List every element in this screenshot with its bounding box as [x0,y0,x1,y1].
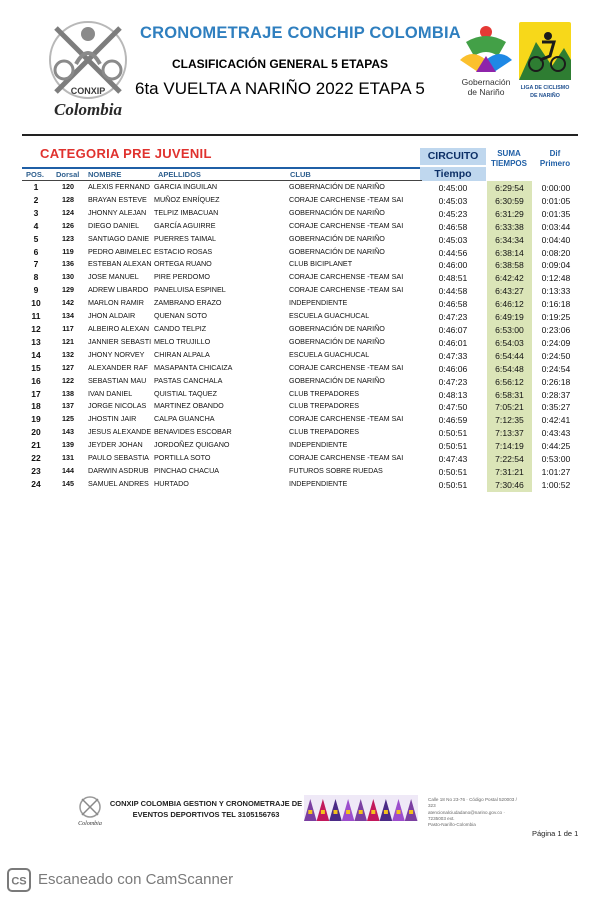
cell-suma-tiempos: 7:30:46 [487,478,532,492]
cell-dorsal: 127 [62,362,74,372]
cell-nombre: JANNIER SEBASTI [88,336,152,346]
conxip-logo-acronym: CONXIP [70,86,106,96]
results-table [0,181,609,491]
table-row [0,413,609,426]
cell-pos: 2 [33,194,39,205]
band-diamond [371,810,375,814]
cell-dif-primero: 0:44:25 [541,441,571,452]
cell-pos: 15 [31,362,41,373]
cell-tiempo: 0:44:58 [438,286,468,297]
cell-dorsal: 132 [62,349,74,359]
footer-address [428,797,520,828]
cell-pos: 1 [33,182,39,192]
table-row [0,310,609,323]
cell-suma-tiempos: 7:31:21 [487,465,532,479]
cell-dif-primero: 1:01:27 [541,466,571,477]
footer-address-line-2: atencionalciudadano@narino.gov.co · 7235003 ext. [428,809,505,821]
cell-dif-primero: 0:23:06 [541,324,571,335]
cell-suma-tiempos: 7:13:37 [487,426,532,440]
cell-pos: 22 [31,453,41,464]
table-row [0,323,609,336]
cell-dorsal: 117 [62,323,74,333]
cell-dif-primero: 0:24:09 [541,337,571,348]
cell-nombre: DIEGO DANIEL [88,220,140,230]
page-title: CRONOMETRAJE CONCHIP COLOMBIA [140,24,461,42]
cell-nombre: DARWIN ASDRUB [88,465,149,475]
tiempo-header: Tiempo [420,167,486,181]
table-row [0,246,609,259]
table-row [0,207,609,220]
table-row [0,349,609,362]
cell-dif-primero: 0:13:33 [541,286,571,297]
cell-tiempo: 0:48:51 [438,273,468,284]
table-row [0,362,609,375]
cell-dorsal: 130 [62,272,74,282]
cell-nombre: PAULO SEBASTIA [88,453,149,463]
cell-tiempo: 0:47:23 [438,312,468,323]
liga-ciclismo-logo [514,20,576,100]
cell-dif-primero: 0:43:43 [541,428,571,439]
cell-tiempo: 0:46:59 [438,415,468,426]
cell-apellidos: JORDOÑEZ QUIGANO [154,440,230,450]
cell-suma-tiempos: 6:34:34 [487,233,532,247]
cell-dif-primero: 1:00:52 [541,479,571,490]
cell-apellidos: MUÑOZ ENRÍQUEZ [154,194,220,204]
table-row [0,465,609,478]
cell-tiempo: 0:47:23 [438,376,468,387]
dif-header-line2: Primero [539,159,571,168]
cell-suma-tiempos: 7:12:35 [487,413,532,427]
dif-primero-header [532,149,578,169]
cell-apellidos: PORTILLA SOTO [154,453,211,463]
cell-dif-primero: 0:24:50 [541,350,571,361]
cell-dif-primero: 0:19:25 [541,312,571,323]
cell-dif-primero: 0:42:41 [541,415,571,426]
cell-pos: 4 [33,220,39,231]
cell-dorsal: 137 [62,401,74,411]
cell-club: CLUB TREPADORES [289,427,360,437]
table-row [0,258,609,271]
footer-address-line-1: Calle 18 No 23-76 · Código Postal 520003 / 323 [428,797,517,809]
cell-suma-tiempos: 7:05:21 [487,400,532,414]
cell-suma-tiempos: 6:53:00 [487,323,532,337]
cell-tiempo: 0:45:03 [438,195,468,206]
cell-nombre: ALEXANDER RAF [88,362,148,372]
cell-suma-tiempos: 6:29:54 [487,181,532,195]
cell-apellidos: CANDO TELPIZ [154,323,207,333]
cell-suma-tiempos: 6:43:27 [487,284,532,298]
cell-nombre: SAMUEL ANDRES [88,478,149,488]
cell-pos: 24 [31,478,41,489]
cell-apellidos: HURTADO [154,478,189,488]
conxip-logo [30,14,142,122]
cell-apellidos: ORTEGA RUANO [154,259,212,269]
table-row [0,388,609,401]
cell-club: GOBERNACIÓN DE NARIÑO [289,182,385,191]
cell-tiempo: 0:46:07 [438,324,468,335]
cell-suma-tiempos: 6:30:59 [487,194,532,208]
cell-suma-tiempos: 6:33:38 [487,220,532,234]
cell-nombre: SEBASTIAN MAU [88,375,147,385]
cell-dorsal: 138 [62,388,74,398]
circuito-header: CIRCUITO [420,148,486,165]
cell-apellidos: MELO TRUJILLO [154,336,211,346]
cell-tiempo: 0:47:33 [438,350,468,361]
suma-header-line2: TIEMPOS [490,159,527,168]
cell-club: INDEPENDIENTE [289,478,348,488]
cell-tiempo: 0:46:58 [438,299,468,310]
cell-suma-tiempos: 7:22:54 [487,452,532,466]
cell-dif-primero: 0:16:18 [541,299,571,310]
cell-club: CORAJE CARCHENSE -TEAM SAI [289,220,404,230]
cell-club: CORAJE CARCHENSE -TEAM SAI [289,362,404,372]
cell-suma-tiempos: 6:31:29 [487,207,532,221]
cell-dorsal: 126 [62,220,74,230]
cell-nombre: ESTEBAN ALEXAN [88,259,152,269]
band-diamond [308,810,312,814]
cell-tiempo: 0:50:51 [438,441,468,452]
cell-tiempo: 0:45:23 [438,208,468,219]
cell-dif-primero: 0:12:48 [541,273,571,284]
cell-apellidos: GARCÍA AGUIRRE [154,220,216,230]
col-head-dorsal: Dorsal [56,170,80,179]
footer-line-2: EVENTOS DEPORTIVOS TEL 3105156763 [132,810,280,819]
liga-logo-line2: DE NARIÑO [530,93,560,99]
cell-dorsal: 120 [62,182,74,191]
cell-club: CORAJE CARCHENSE -TEAM SAI [289,453,404,463]
cell-nombre: JHONY NORVEY [88,349,145,359]
cell-tiempo: 0:50:51 [438,479,468,490]
cell-suma-tiempos: 6:54:03 [487,336,532,350]
cell-pos: 20 [31,427,41,438]
col-head-apellidos: APELLIDOS [158,170,201,179]
cell-club: CLUB TREPADORES [289,401,360,411]
cell-dif-primero: 0:35:27 [541,402,571,413]
cell-pos: 19 [31,414,41,425]
cell-suma-tiempos: 6:42:42 [487,271,532,285]
cell-club: GOBERNACIÓN DE NARIÑO [289,246,385,256]
cell-nombre: PEDRO ABIMELEC [88,246,152,256]
liga-logo-line1: LIGA DE CICLISMO [520,85,570,91]
band-diamond [409,810,413,814]
cell-suma-tiempos: 6:38:58 [487,258,532,272]
table-row [0,220,609,233]
cell-nombre: ALEXIS FERNAND [88,182,150,191]
cell-dorsal: 139 [62,440,74,450]
cell-suma-tiempos: 6:38:14 [487,246,532,260]
cell-pos: 14 [31,349,41,360]
cell-pos: 3 [33,207,39,218]
col-head-club: CLUB [290,170,311,179]
cell-suma-tiempos: 6:54:48 [487,362,532,376]
conxip-logo-script: Colombia [53,100,123,119]
cell-pos: 10 [31,298,41,309]
col-head-nombre: NOMBRE [88,170,122,179]
table-row [0,336,609,349]
cell-club: FUTUROS SOBRE RUEDAS [289,465,383,475]
cell-dorsal: 128 [62,194,74,204]
cell-nombre: MARLON RAMIR [88,298,144,308]
cell-tiempo: 0:45:00 [438,183,468,193]
cell-pos: 7 [33,259,39,270]
cell-club: GOBERNACIÓN DE NARIÑO [289,233,385,243]
cell-apellidos: CALPA GUANCHA [154,414,215,424]
footer-company-text [108,798,304,820]
suma-header-line1: SUMA [497,149,521,158]
cell-pos: 16 [31,375,41,386]
cell-apellidos: BENAVIDES ESCOBAR [154,427,232,437]
cell-dif-primero: 0:26:18 [541,376,571,387]
cell-club: CLUB TREPADORES [289,388,360,398]
table-row [0,400,609,413]
footer-logo-caption: Colombia [78,821,102,827]
cell-pos: 23 [31,465,41,476]
cell-tiempo: 0:50:51 [438,428,468,439]
camscanner-icon [7,868,31,892]
band-diamond [346,810,350,814]
table-row [0,452,609,465]
cell-club: GOBERNACIÓN DE NARIÑO [289,207,385,217]
suma-tiempos-header [486,149,532,169]
cell-dorsal: 125 [62,414,74,424]
cell-club: GOBERNACIÓN DE NARIÑO [289,323,385,333]
cell-dif-primero: 0:28:37 [541,389,571,400]
cell-dorsal: 122 [62,375,74,385]
footer-pattern-band [304,795,418,821]
cell-pos: 18 [31,401,41,412]
cell-apellidos: MASAPANTA CHICAIZA [154,362,233,372]
cell-nombre: ADREW LIBARDO [88,285,149,295]
cell-nombre: JEYDER JOHAN [88,440,143,450]
cell-dif-primero: 0:53:00 [541,454,571,465]
camscanner-icon-label: CS [11,875,27,888]
cell-tiempo: 0:44:56 [438,247,468,258]
footer-line-1: CONXIP COLOMBIA GESTION Y CRONOMETRAJE DE [109,799,303,808]
cell-dif-primero: 0:24:54 [541,363,571,374]
camscanner-watermark-text: Escaneado con CamScanner [38,871,234,888]
cell-dif-primero: 0:08:20 [541,247,571,258]
cell-apellidos: CHIRAN ALPALA [154,349,210,359]
table-row [0,284,609,297]
band-diamond [334,810,338,814]
cell-apellidos: PASTAS CANCHALA [154,375,223,385]
cell-pos: 6 [33,246,39,257]
cell-club: GOBERNACIÓN DE NARIÑO [289,375,385,385]
cell-apellidos: QUISTIAL TAQUEZ [154,388,217,398]
band-diamond [397,810,401,814]
cell-tiempo: 0:47:43 [438,454,468,465]
cell-club: CORAJE CARCHENSE -TEAM SAI [289,194,404,204]
cell-nombre: BRAYAN ESTEVE [88,194,147,204]
footer-address-line-3: Pasto-Nariño-Colombia [428,822,476,828]
gob-logo-line1: Gobernación [461,77,511,87]
cell-apellidos: QUENAN SOTO [154,311,207,321]
cell-suma-tiempos: 6:56:12 [487,375,532,389]
cell-dif-primero: 0:04:40 [541,234,571,245]
cell-dorsal: 121 [62,336,74,346]
cell-dorsal: 145 [62,478,74,488]
cell-dif-primero: 0:03:44 [541,221,571,232]
table-row [0,375,609,388]
cell-suma-tiempos: 6:58:31 [487,388,532,402]
cell-apellidos: PINCHAO CHACUA [154,465,220,475]
cell-apellidos: TELPIZ IMBACUAN [154,207,219,217]
table-row [0,233,609,246]
cell-dorsal: 144 [62,465,74,475]
cell-dif-primero: 0:01:35 [541,208,571,219]
cell-apellidos: ESTACIO ROSAS [154,246,213,256]
footer-conxip-logo [76,795,104,827]
cell-pos: 9 [33,285,39,296]
cell-dorsal: 143 [62,427,74,437]
cell-dif-primero: 0:00:00 [541,183,571,193]
cell-club: GOBERNACIÓN DE NARIÑO [289,336,385,346]
band-diamond [384,810,388,814]
cell-dorsal: 124 [62,207,74,217]
table-row [0,271,609,284]
cell-dorsal: 123 [62,233,74,243]
category-underline [22,167,422,169]
band-diamond [359,810,363,814]
cell-apellidos: ZAMBRANO ERAZO [154,298,222,308]
table-row [0,478,609,491]
gobernacion-narino-logo [452,22,520,100]
cell-suma-tiempos: 6:54:44 [487,349,532,363]
band-diamond [321,810,325,814]
cell-club: CORAJE CARCHENSE -TEAM SAI [289,414,404,424]
cell-dorsal: 129 [62,285,74,295]
cell-pos: 12 [31,323,41,334]
cell-dorsal: 134 [62,311,74,321]
cell-nombre: JESUS ALEXANDE [88,427,152,437]
cell-tiempo: 0:50:51 [438,466,468,477]
cell-tiempo: 0:48:13 [438,389,468,400]
cell-club: CLUB BICIPLANET [289,259,353,269]
cell-apellidos: PIRE PERDOMO [154,272,210,282]
cell-suma-tiempos: 6:46:12 [487,297,532,311]
cell-nombre: JHON ALDAIR [88,311,136,321]
table-row [0,181,609,194]
cell-nombre: JOSE MANUEL [88,272,139,282]
cell-club: CORAJE CARCHENSE -TEAM SAI [289,272,404,282]
cell-club: ESCUELA GUACHUCAL [289,311,370,321]
cell-club: INDEPENDIENTE [289,298,348,308]
cell-suma-tiempos: 6:49:19 [487,310,532,324]
page-subtitle: CLASIFICACIÓN GENERAL 5 ETAPAS [172,57,389,71]
cell-tiempo: 0:46:58 [438,221,468,232]
table-row [0,297,609,310]
cell-dorsal: 136 [62,259,74,269]
page-number: Página 1 de 1 [532,829,579,838]
cell-dif-primero: 0:09:04 [541,260,571,271]
dif-header-line1: Dif [549,149,561,158]
cell-pos: 13 [31,336,41,347]
cell-tiempo: 0:45:03 [438,234,468,245]
cell-dif-primero: 0:01:05 [541,195,571,206]
gob-logo-line2: de Nariño [467,87,505,97]
cell-suma-tiempos: 7:14:19 [487,439,532,453]
cell-pos: 21 [31,440,41,451]
cell-nombre: JORGE NICOLAS [88,401,147,411]
cell-tiempo: 0:46:00 [438,260,468,271]
cell-club: CORAJE CARCHENSE -TEAM SAI [289,285,404,295]
cell-apellidos: PUERRES TAIMAL [154,233,217,243]
cell-pos: 17 [31,388,41,399]
cell-nombre: JHONNY ALEJAN [88,207,147,217]
cell-nombre: JHOSTIN JAIR [88,414,137,424]
cell-tiempo: 0:46:01 [438,337,468,348]
cell-nombre: IVAN DANIEL [88,388,133,398]
cell-apellidos: GARCIA INGUILAN [154,182,218,191]
cell-pos: 5 [33,233,39,244]
cell-dorsal: 142 [62,298,74,308]
table-row [0,439,609,452]
cell-dorsal: 119 [62,246,74,256]
category-title: CATEGORIA PRE JUVENIL [40,146,212,161]
cell-tiempo: 0:46:06 [438,363,468,374]
cell-nombre: ALBEIRO ALEXAN [88,323,150,333]
cell-apellidos: PANELUISA ESPINEL [154,285,226,295]
cell-club: ESCUELA GUACHUCAL [289,349,370,359]
cell-pos: 11 [31,311,41,322]
header-divider [22,134,578,136]
cell-nombre: SANTIAGO DANIE [88,233,150,243]
cell-apellidos: MARTINEZ OBANDO [154,401,224,411]
cell-tiempo: 0:47:50 [438,402,468,413]
col-head-pos: POS. [26,170,44,179]
cell-club: INDEPENDIENTE [289,440,348,450]
cell-dorsal: 131 [62,453,74,463]
table-row [0,426,609,439]
table-row [0,194,609,207]
race-title: 6ta VUELTA A NARIÑO 2022 ETAPA 5 [135,79,425,98]
cell-pos: 8 [33,272,39,283]
